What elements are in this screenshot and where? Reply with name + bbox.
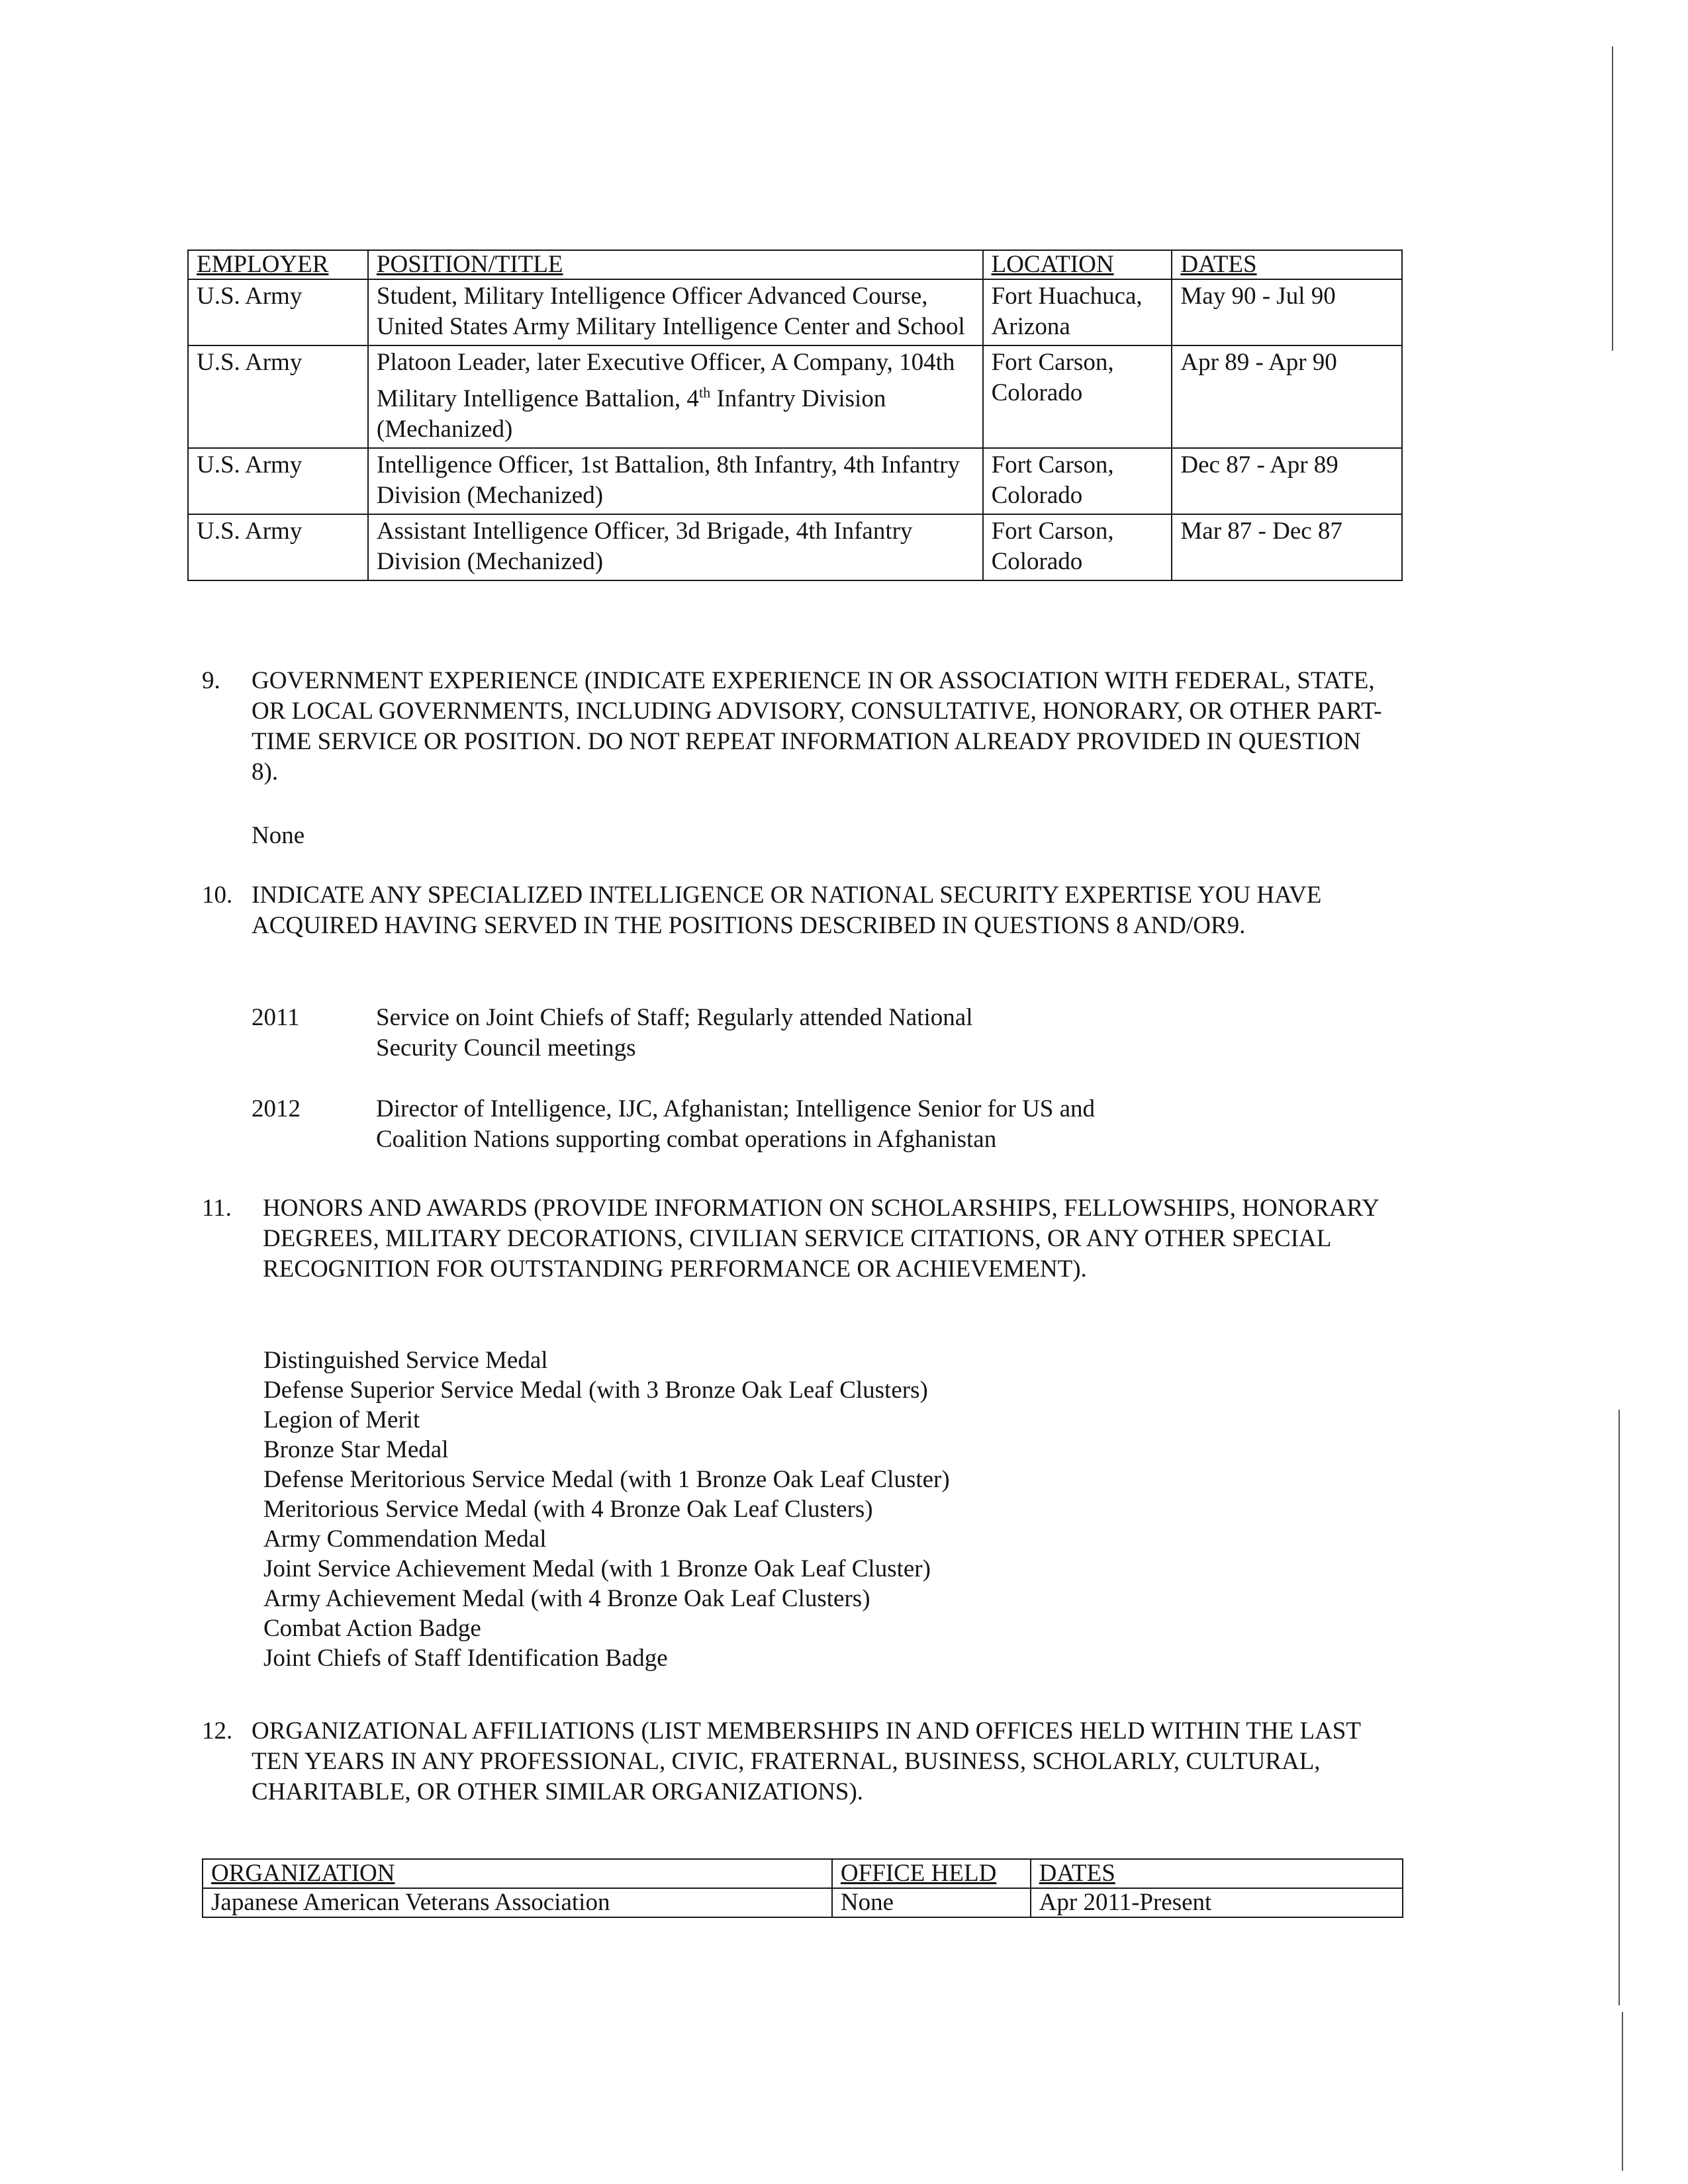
list-item: Meritorious Service Medal (with 4 Bronze Oak Leaf Clusters) bbox=[263, 1496, 873, 1523]
section-question: HONORS AND AWARDS (PROVIDE INFORMATION ON SCHOLARSHIPS, FELLOWSHIPS, HONORARY DEGREES, MILITARY DECORATIONS, CIVILIAN SERVICE CITATIONS, OR ANY OTHER SPECIAL RECOGNITION FOR OUTSTANDING PERFORMANCE OR ACHIEVEMENT). bbox=[263, 1195, 1379, 1283]
dates-cell: Dec 87 - Apr 89 bbox=[1172, 448, 1402, 514]
position-cell: Assistant Intelligence Officer, 3d Brigade, 4th Infantry Division (Mechanized) bbox=[368, 514, 983, 580]
position-cell bbox=[368, 345, 983, 448]
scan-edge-line bbox=[1618, 1410, 1620, 2005]
section-number: 10. bbox=[202, 882, 233, 909]
header-dates: DATES bbox=[1172, 250, 1402, 279]
organization-table bbox=[202, 1858, 1403, 1918]
header-office-held: OFFICE HELD bbox=[832, 1859, 1031, 1888]
expertise-item bbox=[252, 1003, 1244, 1064]
list-item: Joint Chiefs of Staff Identification Badge bbox=[263, 1645, 668, 1672]
list-item: Army Achievement Medal (with 4 Bronze Oak Leaf Clusters) bbox=[263, 1585, 870, 1612]
employer-cell: U.S. Army bbox=[188, 279, 368, 345]
section-11 bbox=[202, 1193, 1393, 1285]
section-question: GOVERNMENT EXPERIENCE (INDICATE EXPERIENCE IN OR ASSOCIATION WITH FEDERAL, STATE, OR LOCAL GOVERNMENTS, INCLUDING ADVISORY, CONSULTATIVE, HONORARY, OR OTHER PART-TIME SERVICE OR POSITION. DO NOT REPEAT INFORMATION ALREADY PROVIDED IN QUESTION 8). bbox=[252, 667, 1382, 786]
employer-cell: U.S. Army bbox=[188, 514, 368, 580]
header-position: POSITION/TITLE bbox=[368, 250, 983, 279]
position-cell: Student, Military Intelligence Officer Advanced Course, United States Army Military Intelligence Center and School bbox=[368, 279, 983, 345]
employment-table bbox=[187, 250, 1403, 581]
header-dates: DATES bbox=[1031, 1859, 1403, 1888]
section-question: INDICATE ANY SPECIALIZED INTELLIGENCE OR NATIONAL SECURITY EXPERTISE YOU HAVE ACQUIRED HAVING SERVED IN THE POSITIONS DESCRIBED IN QUESTIONS 8 AND/OR9. bbox=[252, 882, 1322, 939]
section-9 bbox=[202, 666, 1393, 788]
list-item: Distinguished Service Medal bbox=[263, 1347, 548, 1374]
table-row bbox=[188, 279, 1402, 345]
table-header-row bbox=[188, 250, 1402, 279]
location-cell: Fort Carson, Colorado bbox=[983, 448, 1172, 514]
dates-cell: Mar 87 - Dec 87 bbox=[1172, 514, 1402, 580]
location-cell: Fort Huachuca, Arizona bbox=[983, 279, 1172, 345]
list-item: Army Commendation Medal bbox=[263, 1525, 547, 1553]
awards-list bbox=[263, 1345, 950, 1673]
table-row bbox=[188, 448, 1402, 514]
organization-cell: Japanese American Veterans Association bbox=[203, 1888, 832, 1917]
list-item: Bronze Star Medal bbox=[263, 1436, 449, 1463]
office-cell: None bbox=[832, 1888, 1031, 1917]
expertise-text: Director of Intelligence, IJC, Afghanistan; Intelligence Senior for US and Coalition Nations supporting combat operations in Afghanistan bbox=[376, 1095, 1096, 1153]
list-item: Combat Action Badge bbox=[263, 1615, 481, 1642]
location-cell: Fort Carson, Colorado bbox=[983, 345, 1172, 448]
scan-edge-line bbox=[1622, 2012, 1623, 2171]
table-row bbox=[188, 514, 1402, 580]
expertise-year: 2011 bbox=[252, 1004, 300, 1031]
section-10 bbox=[202, 880, 1393, 941]
header-employer: EMPLOYER bbox=[188, 250, 368, 279]
expertise-text: Service on Joint Chiefs of Staff; Regularly attended National Security Council meetings bbox=[376, 1004, 973, 1062]
dates-cell: Apr 89 - Apr 90 bbox=[1172, 345, 1402, 448]
expertise-item bbox=[252, 1094, 1244, 1155]
section-number: 9. bbox=[202, 667, 220, 694]
scan-edge-line bbox=[1612, 46, 1613, 351]
section-number: 12. bbox=[202, 1717, 233, 1745]
table-header-row bbox=[203, 1859, 1403, 1888]
section-question: ORGANIZATIONAL AFFILIATIONS (LIST MEMBERSHIPS IN AND OFFICES HELD WITHIN THE LAST TEN YEARS IN ANY PROFESSIONAL, CIVIC, FRATERNAL, BUSINESS, SCHOLARLY, CULTURAL, CHARITABLE, OR OTHER SIMILAR ORGANIZATIONS). bbox=[252, 1717, 1361, 1805]
location-cell: Fort Carson, Colorado bbox=[983, 514, 1172, 580]
position-cell: Intelligence Officer, 1st Battalion, 8th Infantry, 4th Infantry Division (Mechanized) bbox=[368, 448, 983, 514]
dates-cell: Apr 2011-Present bbox=[1031, 1888, 1403, 1917]
list-item: Joint Service Achievement Medal (with 1 Bronze Oak Leaf Cluster) bbox=[263, 1555, 931, 1582]
header-location: LOCATION bbox=[983, 250, 1172, 279]
section-12 bbox=[202, 1716, 1393, 1807]
list-item: Legion of Merit bbox=[263, 1406, 420, 1433]
position-text: Platoon Leader, later Executive Officer, A Company, 104th Military Intelligence Battalion, 4th Infantry Division (Mechanized) bbox=[376, 349, 955, 443]
dates-cell: May 90 - Jul 90 bbox=[1172, 279, 1402, 345]
section-number: 11. bbox=[202, 1195, 232, 1222]
section-9-answer: None bbox=[252, 822, 305, 849]
list-item: Defense Meritorious Service Medal (with 1 Bronze Oak Leaf Cluster) bbox=[263, 1466, 950, 1493]
list-item: Defense Superior Service Medal (with 3 Bronze Oak Leaf Clusters) bbox=[263, 1377, 928, 1404]
expertise-year: 2012 bbox=[252, 1095, 301, 1122]
table-row bbox=[188, 345, 1402, 448]
employer-cell: U.S. Army bbox=[188, 448, 368, 514]
employer-cell: U.S. Army bbox=[188, 345, 368, 448]
table-row bbox=[203, 1888, 1403, 1917]
header-organization: ORGANIZATION bbox=[203, 1859, 832, 1888]
